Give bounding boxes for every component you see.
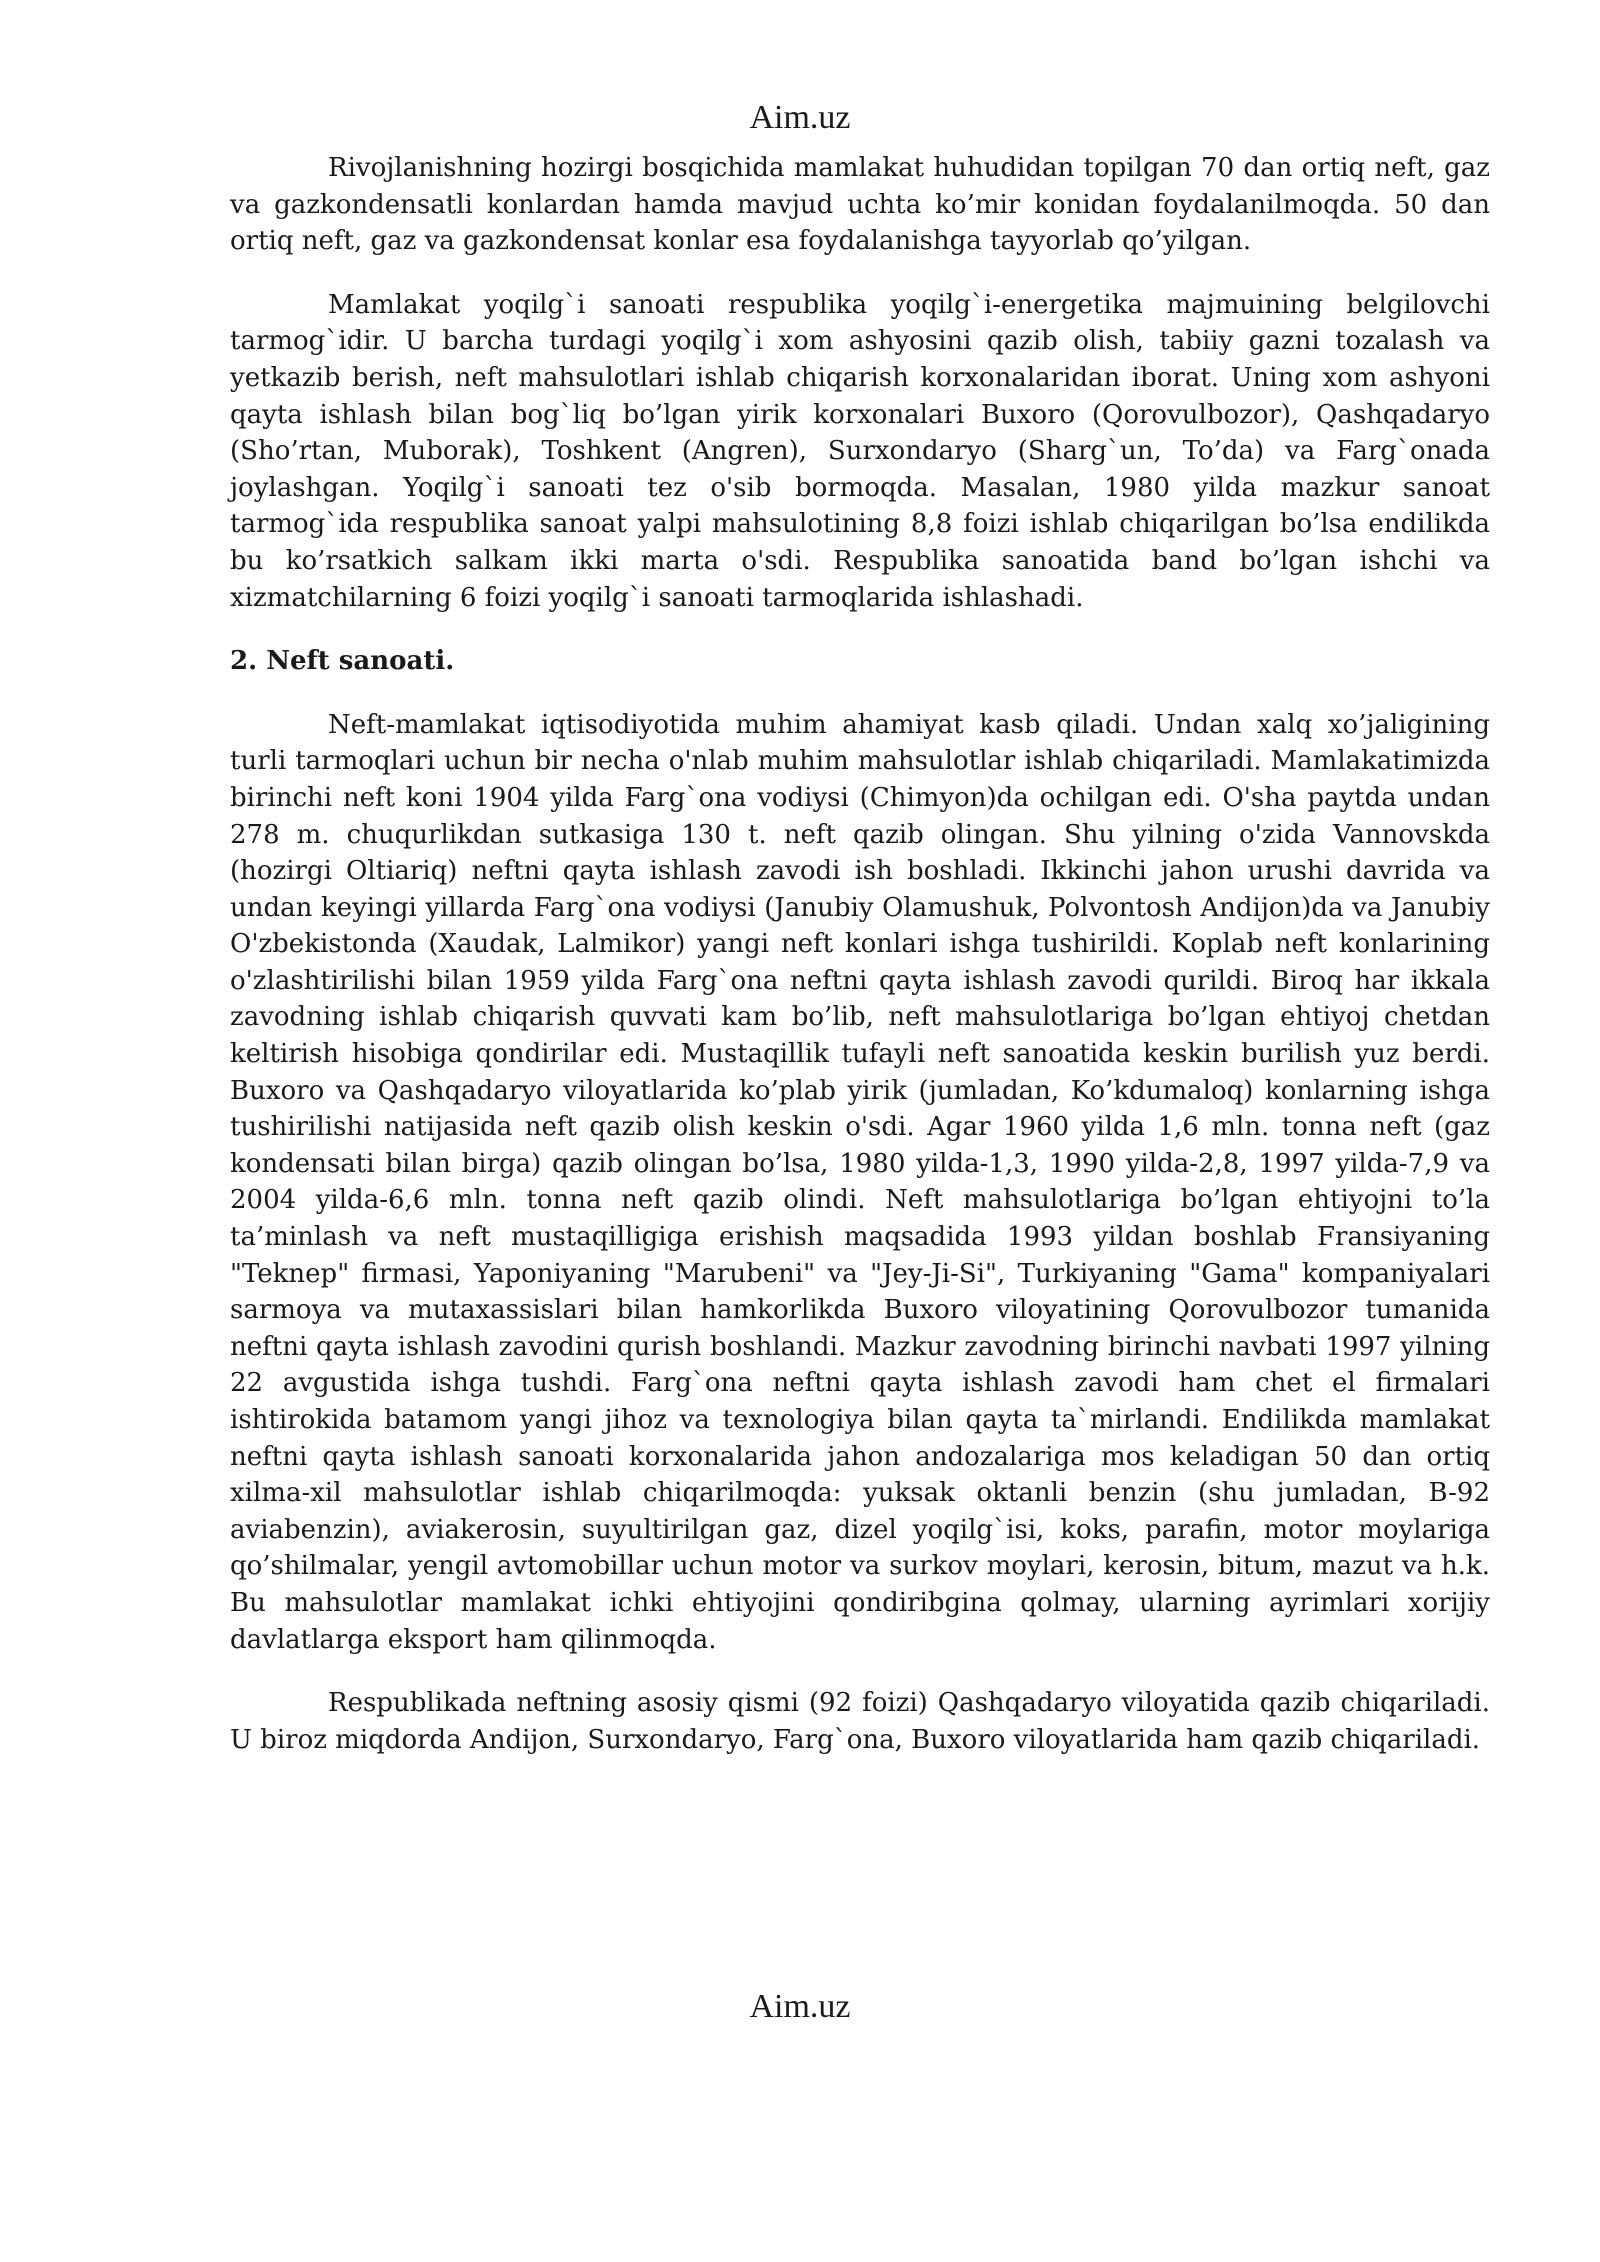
- paragraph-fuel-industry: Mamlakat yoqilg`i sanoati respublika yoqilg`i-energetika majmuining belgilovchi tarmog`idir. U barcha turdagi yoqilg`i xom ashyosini qazib olish, tabiiy gazni tozalash va yetkazib berish, neft mahsulotlari ishlab chiqarish korxonalaridan iborat. Uning xom ashyoni qayta ishlash bilan bog`liq bo’lgan yirik korxonalari Buxoro (Qorovulbozor), Qashqadaryo (Sho’rtan, Muborak), Toshkent (Angren), Surxondaryo (Sharg`un, To’da) va Farg`onada joylashgan. Yoqilg`i sanoati tez o'sib bormoqda. Masalan, 1980 yilda mazkur sanoat tarmog`ida respublika sanoat yalpi mahsulotining 8,8 foizi ishlab chiqarilgan bo’lsa endilikda bu ko’rsatkich salkam ikki marta o'sdi. Respublika sanoatida band bo’lgan ishchi va xizmatchilarning 6 foizi yoqilg`i sanoati tarmoqlarida ishlashadi.: [230, 289, 1490, 613]
- page-header: Aim.uz: [749, 99, 851, 136]
- paragraph-oil-industry: Neft-mamlakat iqtisodiyotida muhim ahamiyat kasb qiladi. Undan xalq xo’jaligining turli tarmoqlari uchun bir necha o'nlab muhim mahsulotlar ishlab chiqariladi. Mamlakatimizda birinchi neft koni 1904 yilda Farg`ona vodiysi (Chimyon)da ochilgan edi. O'sha paytda undan 278 m. chuqurlikdan sutkasiga 130 t. neft qazib olingan. Shu yilning o'zida Vannovskda (hozirgi Oltiariq) neftni qayta ishlash zavodi ish boshladi. Ikkinchi jahon urushi davrida va undan keyingi yillarda Farg`ona vodiysi (Janubiy Olamushuk, Polvontosh Andijon)da va Janubiy O'zbekistonda (Xaudak, Lalmikor) yangi neft konlari ishga tushirildi. Koplab neft konlarining o'zlashtirilishi bilan 1959 yilda Farg`ona neftni qayta ishlash zavodi qurildi. Biroq har ikkala zavodning ishlab chiqarish quvvati kam bo’lib, neft mahsulotlariga bo’lgan ehtiyoj chetdan keltirish hisobiga qondirilar edi. Mustaqillik tufayli neft sanoatida keskin burilish yuz berdi. Buxoro va Qashqadaryo viloyatlarida ko’plab yirik (jumladan, Ko’kdumaloq) konlarning ishga tushirilishi natijasida neft qazib olish keskin o'sdi. Agar 1960 yilda 1,6 mln. tonna neft (gaz kondensati bilan birga) qazib olingan bo’lsa, 1980 yilda-1,3, 1990 yilda-2,8, 1997 yilda-7,9 va 2004 yilda-6,6 mln. tonna neft qazib olindi. Neft mahsulotlariga bo’lgan ehtiyojni to’la ta’minlash va neft mustaqilligiga erishish maqsadida 1993 yildan boshlab Fransiyaning "Teknep" firmasi, Yaponiyaning "Marubeni" va "Jey-Ji-Si", Turkiyaning "Gama" kompaniyalari sarmoya va mutaxassislari bilan hamkorlikda Buxoro viloyatining Qorovulbozor tumanida neftni qayta ishlash zavodini qurish boshlandi. Mazkur zavodning birinchi navbati 1997 yilning 22 avgustida ishga tushdi. Farg`ona neftni qayta ishlash zavodi ham chet el firmalari ishtirokida batamom yangi jihoz va texnologiya bilan qayta ta`mirlandi. Endilikda mamlakat neftni qayta ishlash sanoati korxonalarida jahon andozalariga mos keladigan 50 dan ortiq xilma-xil mahsulotlar ishlab chiqarilmoqda: yuksak oktanli benzin (shu jumladan, B-92 aviabenzin), aviakerosin, suyultirilgan gaz, dizel yoqilg`isi, koks, parafin, motor moylariga qo’shilmalar, yengil avtomobillar uchun motor va surkov moylari, kerosin, bitum, mazut va h.k. Bu mahsulotlar mamlakat ichki ehtiyojini qondiribgina qolmay, ularning ayrimlari xorijiy davlatlarga eksport ham qilinmoqda.: [230, 709, 1490, 1655]
- document-body: [230, 150, 1490, 1758]
- section-heading: 2. Neft sanoati.: [230, 646, 455, 677]
- page-footer: Aim.uz: [749, 1988, 851, 2025]
- paragraph-oil-regions: Respublikada neftning asosiy qismi (92 foizi) Qashqadaryo viloyatida qazib chiqariladi. U biroz miqdorda Andijon, Surxondaryo, Farg`ona, Buxoro viloyatlarida ham qazib chiqariladi.: [230, 1688, 1490, 1755]
- paragraph-intro: Rivojlanishning hozirgi bosqichida mamlakat huhudidan topilgan 70 dan ortiq neft, gaz va gazkondensatli konlardan hamda mavjud uchta ko’mir konidan foydalanilmoqda. 50 dan ortiq neft, gaz va gazkondensat konlar esa foydalanishga tayyorlab qo’yilgan.: [230, 153, 1490, 257]
